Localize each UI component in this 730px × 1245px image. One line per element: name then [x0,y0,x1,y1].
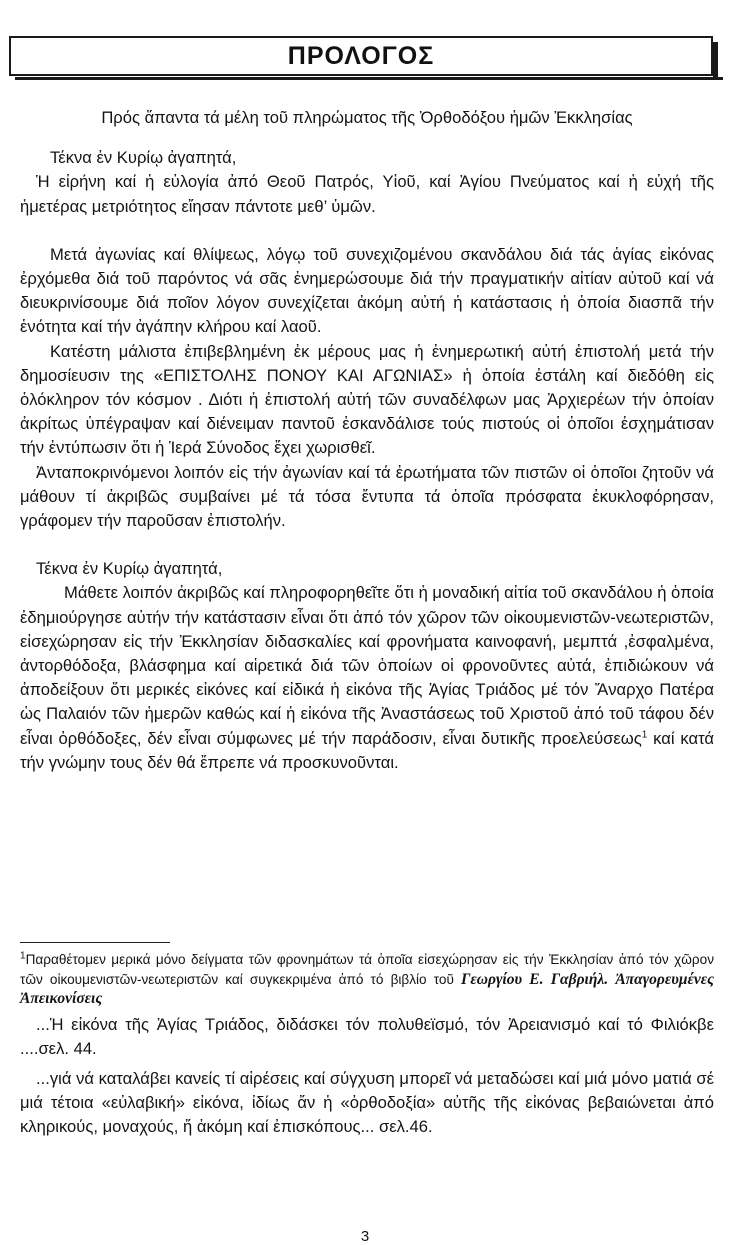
paragraph-2: Κατέστη μάλιστα ἐπιβεβλημένη ἐκ μέρους μας ἡ ἐνημερωτική αὐτή ἐπιστολή μετά τήν δημοσίευσιν της «ΕΠΙΣΤΟΛΗΣ ΠΟΝΟΥ ΚΑΙ ΑΓΩΝΙΑΣ» ἡ ὁποία ἐστάλη καί διεδόθη εἰς ὁλόκληρον τόν κόσμον . Διότι ἡ ἐπιστολή αὐτή τῶν συναδέλφων μας Ἀρχιερέων τήν ὁποίαν ἀκρίτως ὑπέγραψαν καί διένειμαν παντοῦ ἐσκανδάλισε τούς πιστούς οἱ ὁποῖοι ἐσχημάτισαν τήν ἐντύπωσιν ὅτι ἡ Ἱερά Σύνοδος ἔχει χωρισθεῖ. [20,341,714,458]
greeting-first: Τέκνα ἐν Κυρίῳ ἀγαπητά, [50,148,237,168]
footnote-divider [20,942,170,943]
paragraph-3: Ἀνταποκρινόμενοι λοιπόν εἰς τήν ἀγωνίαν καί τά ἐρωτήματα τῶν πιστῶν οἱ ὁποῖοι ζητοῦν νά μάθουν τί ἀκριβῶς συμβαίνει μέ τά τόσα ἔντυπα τά ὁποῖα πρόσφατα ἐκυκλοφόρησαν, γράφομεν τήν παροῦσαν ἐπιστολήν. [20,462,714,531]
page-title: ΠΡΟΛΟΓΟΣ [287,42,435,70]
title-frame [9,36,713,76]
salutation: Πρός ἅπαντα τά μέλη τοῦ πληρώματος τῆς Ὀρθοδόξου ἡμῶν Ἐκκλησίας [101,108,633,127]
footnote-reference[interactable]: 1 [641,729,648,741]
footnote-text [20,950,714,1009]
blessing-paragraph: Ἡ εἰρήνη καί ἡ εὐλογία ἀπό Θεοῦ Πατρός, Υἱοῦ, καί Ἁγίου Πνεύματος καί ἡ εὐχή τῆς ἡμετέρας μετριότητος εἴησαν πάντοτε μεθ’ ὑμῶν. [20,172,714,216]
paragraph-4-end: καί κατά τήν γνώμην τους δέν θά ἔπρεπε νά προσκυνοῦνται. [20,728,714,772]
footnote-body: Παραθέτομεν μερικά μόνο δείγματα τῶν φρονημάτων τά ὁποῖα εἰσεχώρησαν εἰς τήν Ἐκκλησίαν ἀπό τόν χῶρον τῶν οἰκουμενιστῶν-νεωτεριστῶν καί συγκεκριμένα ἀπό τό βιβλίο τοῦ [20,952,714,987]
footnote-section [20,950,714,1139]
footnote-quote-1: ...Ἡ εἰκόνα τῆς Ἁγίας Τριάδος, διδάσκει τόν πολυθεϊσμό, τόν Ἀρειανισμό καί τό Φιλιόκβε ....σελ. 44. [20,1014,714,1058]
paragraph-1: Μετά ἀγωνίας καί θλίψεως, λόγῳ τοῦ συνεχιζομένου σκανδάλου διά τάς ἁγίας εἰκόνας ἐρχόμεθα διά τοῦ παρόντος νά σᾶς ἐνημερώσουμε διά τήν πραγματικήν αἰτίαν αὐτοῦ καί νά διευκρινίσουμε διά ποῖον λόγον συνεχίζεται ἀκόμη αὐτή ἡ κατάστασις ἡ ὁποία διασπᾶ τήν ἑνότητα καί τήν ἀγάπην κλήρου καί λαοῦ. [20,244,714,337]
greeting-second: Τέκνα ἐν Κυρίῳ ἀγαπητά, [36,559,223,579]
paragraph-4 [20,581,714,775]
letter-body [20,106,714,775]
page-number: 3 [360,1228,370,1245]
footnote-quote-2: ...γιά νά καταλάβει κανείς τί αἱρέσεις καί σύγχυση μπορεῖ νά μεταδώσει καί μιά μόνο ματιά σέ μιά τέτοια «εὐλαβική» εἰκόνα, ἰδίως ἄν ἡ «ὀρθοδοξία» αὐτῆς τῆς εἰκόνας βεβαιώνεται ἀπό κληρικούς, μοναχούς, ἤ ἀκόμη καί ἐπισκόπους... σελ.46. [20,1068,714,1136]
paragraph-4-main: Μάθετε λοιπόν ἀκριβῶς καί πληροφορηθεῖτε ὅτι ἡ μοναδική αἰτία τοῦ σκανδάλου ἡ ὁποία ἐδημιούργησε αὐτήν τήν κατάστασιν εἶναι ὅτι ἀπό τόν χῶρον τῶν οἰκουμενιστῶν-νεωτεριστῶν, εἰσεχώρησαν εἰς τήν Ἐκκλησίαν διδασκαλίες καί φρονήματα καινοφανή, μεμπτά ,ἐσφαλμένα, ἀντορθόδοξα, βλάσφημα καί αἱρετικά διά τῶν ὁποίων οἱ φρονοῦντες αὐτά, ἐπιδιώκουν νά ἀποδείξουν ὅτι μερικές εἰκόνες καί εἰδικά ἡ εἰκόνα τῆς Ἁγίας Τριάδος μέ τόν Ἄναρχο Πατέρα ὡς Παλαιόν τῶν ἡμερῶν καθώς καί ἡ εἰκόνα τῆς Ἀναστάσεως τοῦ Χριστοῦ ἀπό τοῦ τάφου δέν εἶναι ὀρθόδοξες, δέν εἶναι σύμφωνες μέ τήν παράδοσιν, εἶναι δυτικῆς προελεύσεως [20,583,714,748]
footnote-book-title: Γεωργίου Ε. Γαβριήλ. Ἀπαγορευμένες Ἀπεικονίσεις [20,970,714,1007]
footnote-marker: 1 [20,950,26,962]
